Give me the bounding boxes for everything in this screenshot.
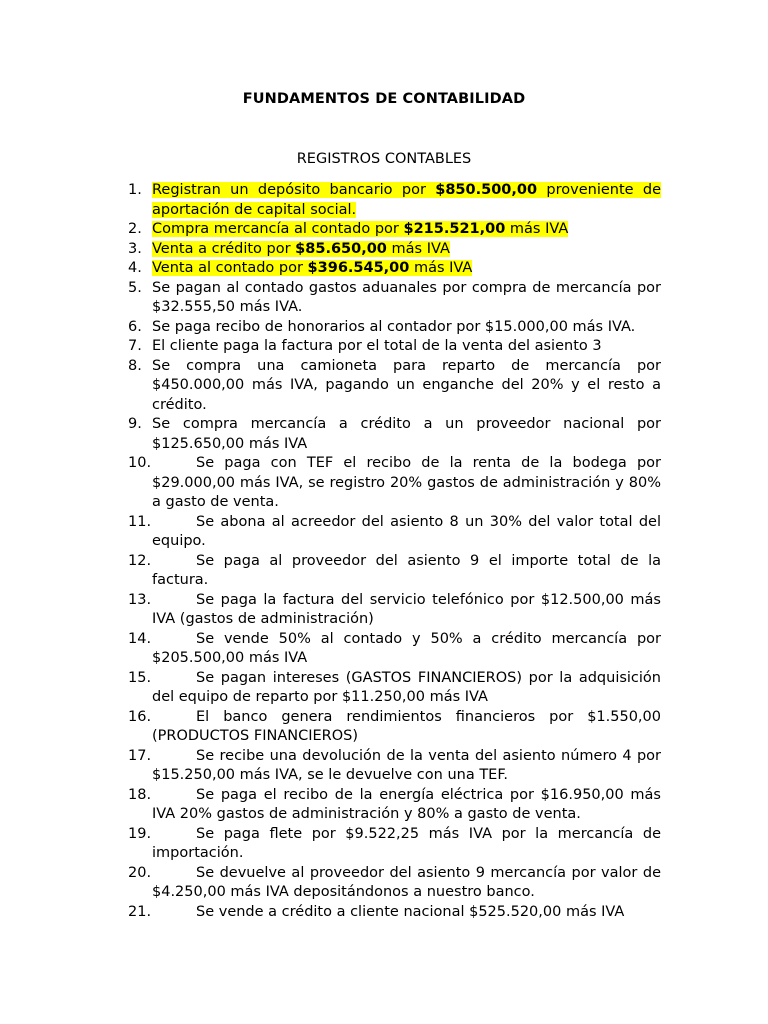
item-text: Registran un depósito bancario por $850.500,00 proveniente de aportación de capital social.	[152, 182, 662, 218]
item-number: 16.	[128, 708, 152, 725]
item-text: Venta a crédito por $85.650,00 más IVA	[152, 240, 450, 257]
item-text: Se compra mercancía a crédito a un proveedor nacional por $125.650,00 más IVA	[152, 416, 661, 452]
item-text: Se pagan intereses (GASTOS FINANCIEROS) por la adquisición del equipo de reparto por $11.250,00 más IVA	[152, 669, 661, 705]
item-amount: $396.545,00	[307, 260, 410, 276]
item-text: Compra mercancía al contado por $215.521,00 más IVA	[152, 221, 569, 237]
item-text: Se paga recibo de honorarios al contador por $15.000,00 más IVA.	[152, 318, 636, 335]
item-number: 8.	[128, 357, 142, 374]
list-item	[128, 240, 661, 260]
item-number: 5.	[128, 279, 142, 296]
item-number: 1.	[128, 182, 142, 198]
list-item	[128, 786, 661, 825]
item-number: 4.	[128, 260, 142, 276]
item-number: 6.	[128, 318, 142, 335]
list-item	[128, 630, 661, 669]
item-text: Se vende 50% al contado y 50% a crédito mercancía por $205.500,00 más IVA	[152, 630, 661, 666]
item-text: Se paga flete por $9.522,25 más IVA por la mercancía de importación.	[152, 825, 661, 861]
item-number: 20.	[128, 864, 152, 881]
list-item	[128, 220, 661, 240]
item-text: Se paga el recibo de la energía eléctrica por $16.950,00 más IVA 20% gastos de administración y 80% a gasto de venta.	[152, 786, 661, 822]
item-number: 9.	[128, 416, 142, 432]
item-number: 19.	[128, 825, 152, 842]
item-number: 21.	[128, 903, 152, 920]
document-subtitle: REGISTROS CONTABLES	[296, 151, 472, 167]
document-title: FUNDAMENTOS DE CONTABILIDAD	[242, 91, 526, 107]
list-item	[128, 318, 661, 338]
item-text: Se paga con TEF el recibo de la renta de la bodega por $29.000,00 más IVA, se registro 20% gastos de administración y 80% a gasto de venta.	[152, 455, 661, 510]
item-text: Se pagan al contado gastos aduanales por compra de mercancía por $32.555,50 más IVA.	[152, 279, 661, 315]
list-item	[128, 864, 661, 903]
list-item	[128, 591, 661, 630]
item-text: Se paga al proveedor del asiento 9 el importe total de la factura.	[152, 552, 661, 588]
list-item	[128, 181, 661, 220]
list-item	[128, 357, 661, 416]
item-number: 12.	[128, 552, 152, 569]
item-text: Se compra una camioneta para reparto de mercancía por $450.000,00 más IVA, pagando un enganche del 20% y el resto a crédito.	[152, 357, 661, 413]
item-number: 14.	[128, 630, 152, 647]
item-text: Se devuelve al proveedor del asiento 9 mercancía por valor de $4.250,00 más IVA depositándonos a nuestro banco.	[152, 864, 661, 900]
list-item	[128, 279, 661, 318]
item-number: 17.	[128, 747, 152, 764]
list-item	[128, 903, 661, 923]
list-item	[128, 747, 661, 786]
list-item	[128, 415, 661, 454]
item-text: El banco genera rendimientos financieros por $1.550,00 (PRODUCTOS FINANCIEROS)	[152, 708, 661, 744]
list-item	[128, 454, 661, 513]
item-number: 11.	[128, 513, 152, 530]
item-amount: $850.500,00	[435, 182, 538, 198]
list-item	[128, 708, 661, 747]
list-item	[128, 669, 661, 708]
item-amount: $85.650,00	[295, 240, 387, 257]
item-text: Se recibe una devolución de la venta del asiento número 4 por $15.250,00 más IVA, se le devuelve con una TEF.	[152, 747, 661, 783]
item-text: Se vende a crédito a cliente nacional $525.520,00 más IVA	[196, 903, 625, 920]
item-number: 7.	[128, 338, 142, 354]
list-item	[128, 337, 661, 357]
item-number: 2.	[128, 221, 142, 237]
item-number: 18.	[128, 786, 152, 803]
item-text: Se abona al acreedor del asiento 8 un 30% del valor total del equipo.	[152, 513, 661, 549]
list-item	[128, 259, 661, 279]
list-item	[128, 552, 661, 591]
item-text: Venta al contado por $396.545,00 más IVA	[152, 260, 473, 276]
list-item	[128, 825, 661, 864]
item-number: 15.	[128, 669, 152, 686]
item-amount: $215.521,00	[403, 221, 506, 237]
list-item	[128, 513, 661, 552]
item-number: 13.	[128, 591, 152, 608]
item-number: 3.	[128, 240, 142, 257]
item-number: 10.	[128, 455, 152, 471]
item-text: Se paga la factura del servicio telefónico por $12.500,00 más IVA (gastos de administración)	[152, 591, 661, 627]
registros-list	[128, 181, 661, 922]
item-text: El cliente paga la factura por el total de la venta del asiento 3	[152, 338, 602, 354]
